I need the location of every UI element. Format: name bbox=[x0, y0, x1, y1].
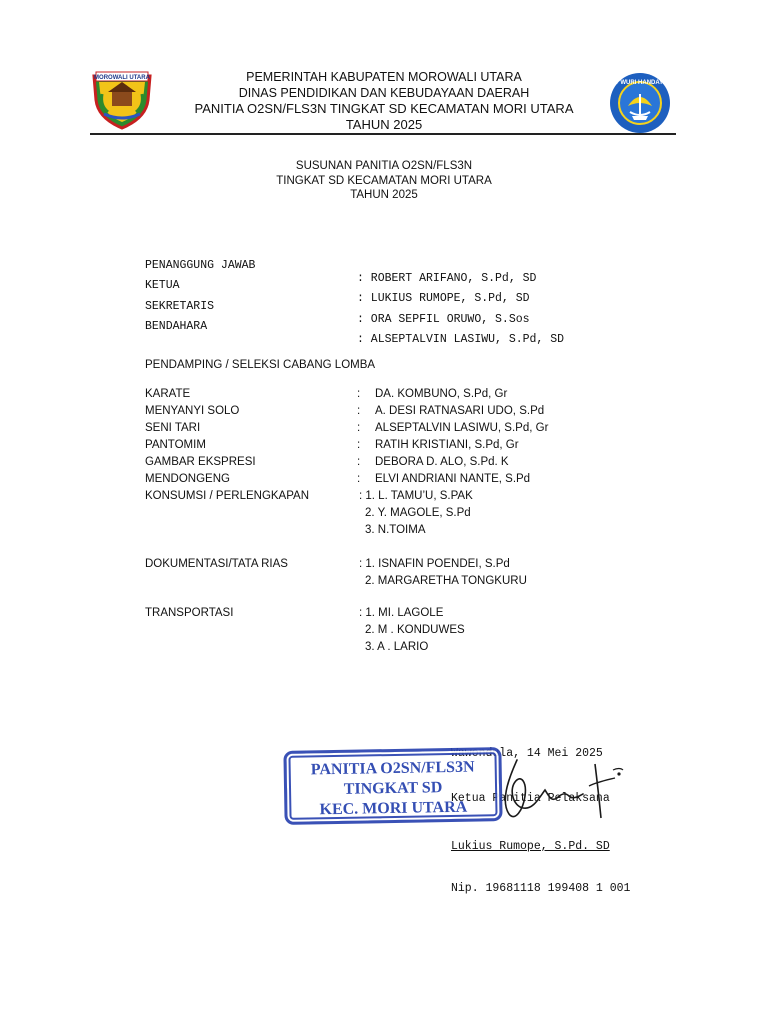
transportasi-item-2: 2. M . KONDUWES bbox=[365, 624, 465, 636]
konsumsi-item-2: 2. Y. MAGOLE, S.Pd bbox=[365, 507, 471, 519]
competition-person: ELVI ANDRIANI NANTE, S.Pd bbox=[375, 473, 531, 485]
stamp-line-3: KEC. MORI UTARA bbox=[319, 798, 468, 819]
signatory-position: Ketua Panitia Pelaksana bbox=[451, 792, 610, 805]
morowali-utara-logo bbox=[90, 70, 154, 130]
competition-label: MENYANYI SOLO bbox=[145, 405, 240, 417]
officer-name: : ORA SEPFIL ORUWO, S.Sos bbox=[357, 313, 530, 326]
letterhead-line-2: DINAS PENDIDIKAN DAN KEBUDAYAAN DAERAH bbox=[238, 85, 530, 100]
dokumentasi-item-1: : 1. ISNAFIN POENDEI, S.Pd bbox=[359, 558, 510, 570]
competition-person: DEBORA D. ALO, S.Pd. K bbox=[375, 456, 509, 468]
letterhead-line-4: TAHUN 2025 bbox=[345, 116, 423, 132]
title-line-2: TINGKAT SD KECAMATAN MORI UTARA bbox=[276, 174, 492, 187]
dokumentasi-item-2: 2. MARGARETHA TONGKURU bbox=[365, 575, 527, 587]
competition-label: GAMBAR EKSPRESI bbox=[145, 456, 256, 468]
officer-name: : LUKIUS RUMOPE, S.Pd, SD bbox=[357, 292, 530, 305]
colon: : bbox=[357, 388, 361, 400]
colon: : bbox=[357, 439, 361, 451]
letterhead bbox=[150, 70, 618, 132]
officer-role: PENANGGUNG JAWAB bbox=[145, 259, 256, 272]
svg-text:MOROWALI UTARA: MOROWALI UTARA bbox=[94, 75, 150, 81]
competition-person: DA. KOMBUNO, S.Pd, Gr bbox=[375, 388, 508, 400]
competition-person: ALSEPTALVIN LASIWU, S.Pd, Gr bbox=[375, 422, 549, 434]
signatory-nip: Nip. 19681118 199408 1 001 bbox=[451, 882, 631, 895]
place-date: Wawondula, 14 Mei 2025 bbox=[451, 747, 603, 760]
title-line-1: SUSUNAN PANITIA O2SN/FLS3N bbox=[295, 160, 473, 172]
document-title bbox=[150, 159, 618, 203]
title-line-3: TAHUN 2025 bbox=[350, 189, 418, 201]
competition-person: A. DESI RATNASARI UDO, S.Pd bbox=[375, 405, 545, 417]
transportasi-item-3: 3. A . LARIO bbox=[365, 641, 429, 653]
header-divider bbox=[90, 133, 676, 135]
svg-text:TUT WURI HANDAYANI: TUT WURI HANDAYANI bbox=[607, 80, 673, 86]
officer-name: : ALSEPTALVIN LASIWU, S.Pd, SD bbox=[357, 333, 565, 346]
competition-label: SENI TARI bbox=[145, 422, 201, 434]
konsumsi-label: KONSUMSI / PERLENGKAPAN bbox=[145, 490, 310, 502]
transportasi-label: TRANSPORTASI bbox=[145, 607, 234, 619]
colon: : bbox=[357, 456, 361, 468]
stamp-line-1: PANITIA O2SN/FLS3N bbox=[310, 758, 475, 779]
competition-label: PANTOMIM bbox=[145, 439, 206, 451]
letterhead-line-1: PEMERINTAH KABUPATEN MOROWALI UTARA bbox=[246, 70, 522, 84]
officer-role: BENDAHARA bbox=[145, 320, 208, 333]
dokumentasi-label: DOKUMENTASI/TATA RIAS bbox=[145, 558, 288, 570]
konsumsi-item-3: 3. N.TOIMA bbox=[365, 524, 426, 536]
competition-person: RATIH KRISTIANI, S.Pd, Gr bbox=[375, 439, 519, 451]
transportasi-item-1: : 1. MI. LAGOLE bbox=[359, 607, 444, 619]
stamp-line-2: TINGKAT SD bbox=[343, 779, 443, 798]
letterhead-line-3: PANITIA O2SN/FLS3N TINGKAT SD KECAMATAN MORI UTARA bbox=[194, 101, 574, 116]
competition-label: MENDONGENG bbox=[145, 473, 230, 485]
officer-name: : ROBERT ARIFANO, S.Pd, SD bbox=[357, 272, 537, 285]
colon: : bbox=[357, 405, 361, 417]
officer-role: SEKRETARIS bbox=[145, 300, 215, 313]
signatory-name: Lukius Rumope, S.Pd. SD bbox=[451, 840, 610, 853]
signatory-block bbox=[451, 812, 630, 910]
officer-role: KETUA bbox=[145, 279, 180, 292]
competition-label: KARATE bbox=[145, 388, 191, 400]
konsumsi-item-1: : 1. L. TAMU’U, S.PAK bbox=[359, 490, 473, 502]
colon: : bbox=[357, 473, 361, 485]
section-heading: PENDAMPING / SELEKSI CABANG LOMBA bbox=[145, 359, 376, 371]
colon: : bbox=[357, 422, 361, 434]
